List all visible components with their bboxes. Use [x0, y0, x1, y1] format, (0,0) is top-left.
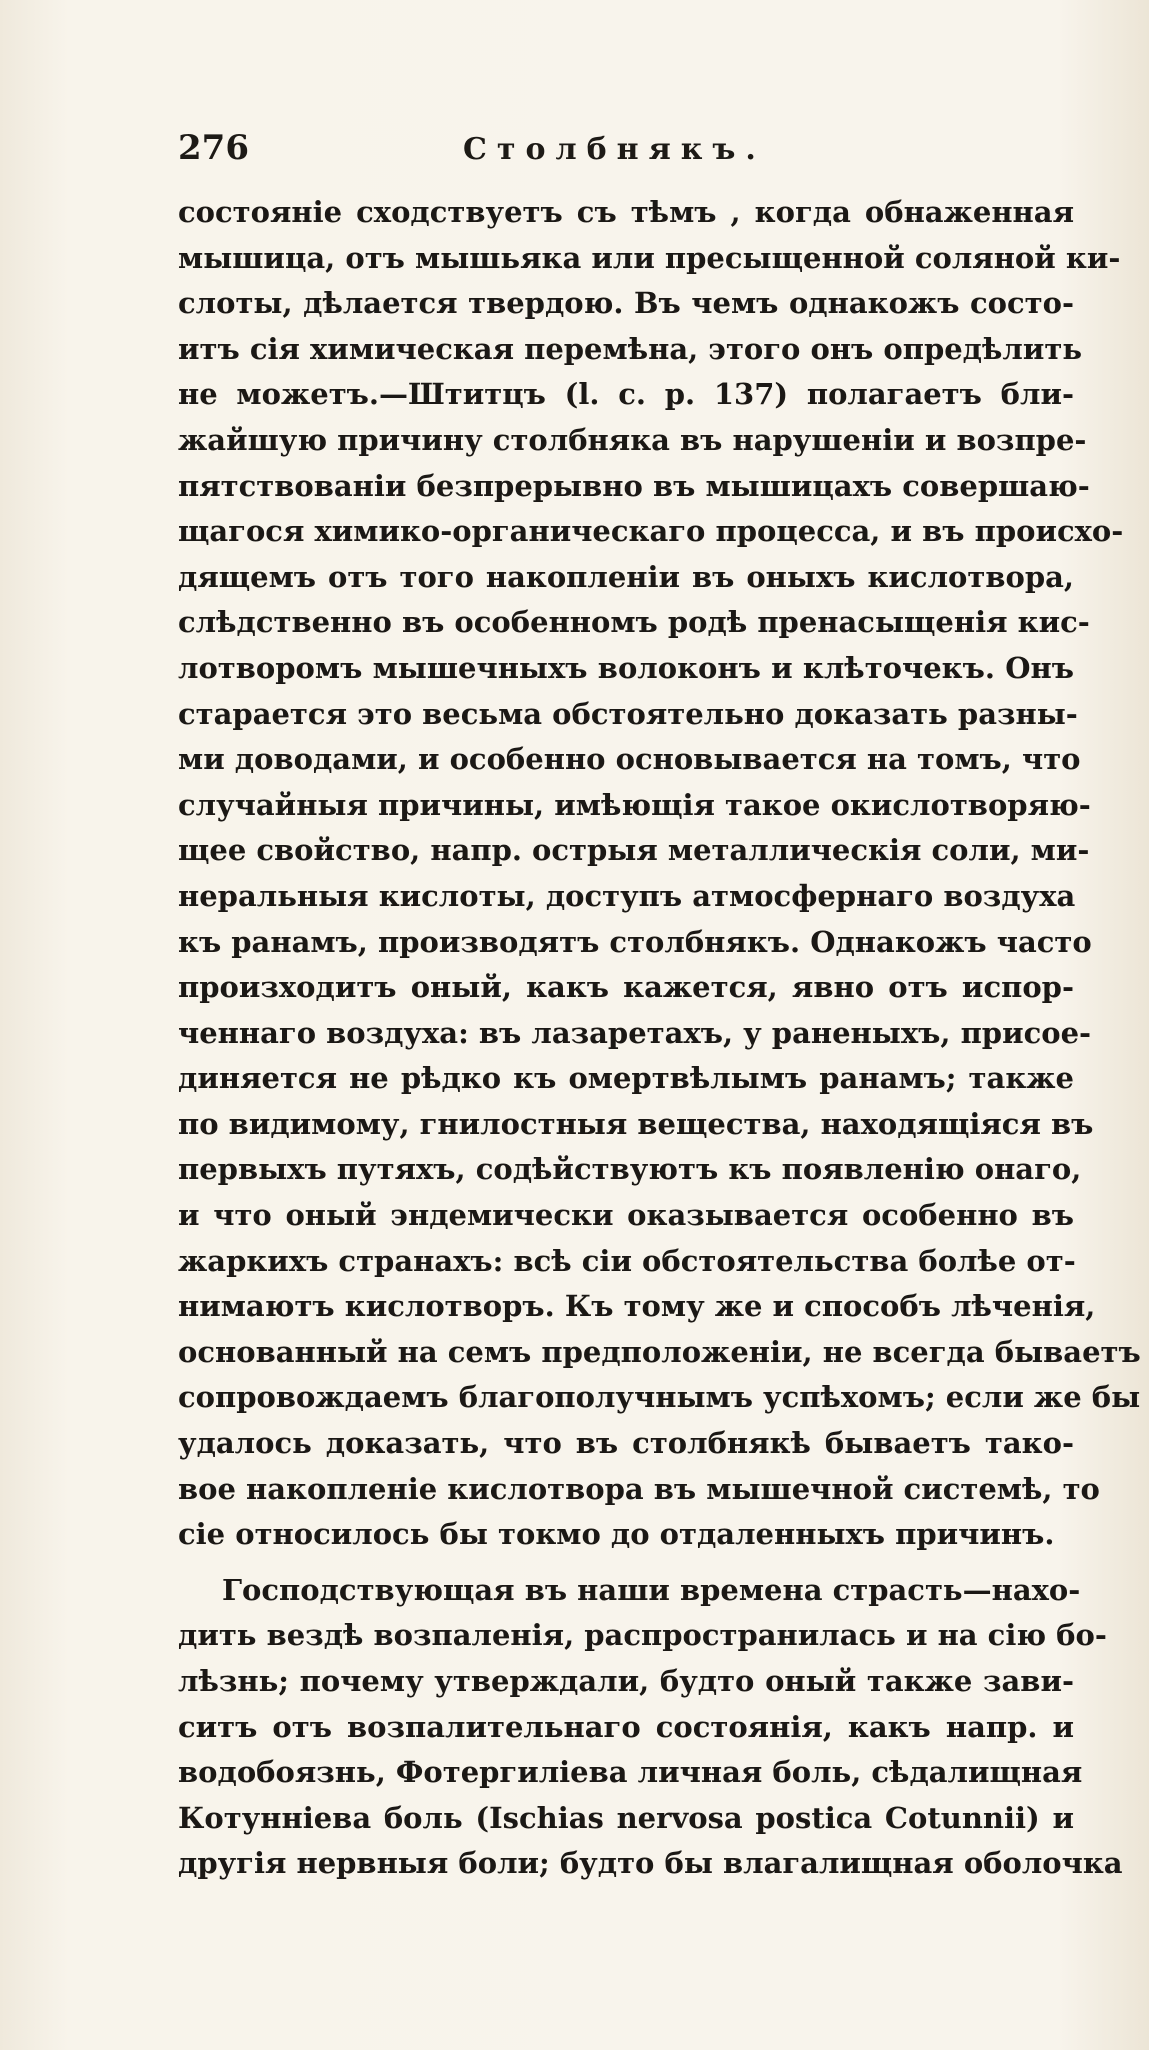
text-line: другія нервныя боли; будто бы влагалищная оболочка — [178, 1846, 1123, 1881]
text-line: случайныя причины, имѣющія такое окислотворяю- — [178, 787, 1091, 822]
text-line: старается это весьма обстоятельно доказать разны- — [178, 696, 1078, 731]
text-line: вое накопленіе кислотвора въ мышечной системѣ, то — [178, 1471, 1100, 1506]
text-line: лотворомъ мышечныхъ волоконъ и клѣточекъ. Онъ — [178, 650, 1074, 685]
text-line: Господствующая въ наши времена страсть—нахо- — [222, 1572, 1081, 1607]
text-line: диняется не рѣдко къ омертвѣлымъ ранамъ; также — [178, 1061, 1074, 1096]
body-text — [178, 190, 1141, 1887]
text-line: дить вездѣ возпаленія, распространилась и на сію бо- — [178, 1618, 1107, 1653]
page-header — [178, 128, 1078, 168]
text-line: щее свойство, напр. острыя металлическія соли, ми- — [178, 833, 1090, 868]
text-line: слоты, дѣлается твердою. Въ чемъ однакожъ состо- — [178, 286, 1074, 321]
text-line: состояніе сходствуетъ съ тѣмъ , когда обнаженная — [178, 195, 1074, 229]
text-line: произходитъ оный, какъ кажется, явно отъ испор- — [178, 970, 1074, 1005]
text-line: удалось доказать, что въ столбнякѣ бываетъ тако- — [178, 1426, 1074, 1461]
text-line: основанный на семъ предположеніи, не всегда бываетъ — [178, 1334, 1141, 1369]
running-title: Столбнякъ. — [463, 132, 766, 167]
text-line: и что оный эндемически оказывается особенно въ — [178, 1198, 1074, 1233]
text-line: жайшую причину столбняка въ нарушеніи и возпре- — [178, 422, 1087, 457]
text-line: итъ сія химическая перемѣна, этого онъ опредѣлить — [178, 331, 1083, 366]
text-line: лѣзнь; почему утверждали, будто оный также зави- — [178, 1664, 1074, 1698]
text-line: ситъ отъ возпалительнаго состоянія, какъ напр. и — [178, 1709, 1074, 1744]
text-line: сіе относилось бы токмо до отдаленныхъ причинъ. — [178, 1517, 1055, 1552]
text-line: жаркихъ странахъ: всѣ сіи обстоятельства болѣе от- — [178, 1243, 1076, 1278]
text-line: ченнаго воздуха: въ лазаретахъ, у раненыхъ, присое- — [178, 1015, 1092, 1050]
text-line: пятствованіи безпрерывно въ мышицахъ совершаю- — [178, 468, 1090, 503]
text-line: щагося химико-органическаго процесса, и въ происхо- — [178, 514, 1124, 549]
text-line: не можетъ.—Штитцъ (l. c. p. 137) полагаетъ бли- — [178, 377, 1074, 412]
paragraph-1 — [178, 190, 1141, 1558]
text-line: первыхъ путяхъ, содѣйствуютъ къ появленію онаго, — [178, 1152, 1082, 1187]
text-line: Котунніева боль (Ischias nervosa postica Cotunnii) и — [178, 1800, 1074, 1835]
text-line: по видимому, гнилостныя вещества, находящіяся въ — [178, 1106, 1094, 1141]
text-line: сопровождаемъ благополучнымъ успѣхомъ; если же бы — [178, 1380, 1141, 1415]
page-number: 276 — [178, 128, 249, 168]
text-line: дящемъ отъ того накопленіи въ оныхъ кислотвора, — [178, 559, 1074, 594]
text-line: ми доводами, и особенно основывается на томъ, что — [178, 742, 1081, 777]
text-line: неральныя кислоты, доступъ атмосфернаго воздуха — [178, 878, 1076, 913]
paragraph-2 — [178, 1568, 1123, 1887]
text-line: къ ранамъ, производятъ столбнякъ. Однакожъ часто — [178, 924, 1092, 959]
text-line: мышица, отъ мышьяка или пресыщенной соляной ки- — [178, 240, 1121, 275]
text-line: нимаютъ кислотворъ. Къ тому же и способъ лѣченія, — [178, 1289, 1096, 1324]
text-line: слѣдственно въ особенномъ родѣ пренасыщенія кис- — [178, 605, 1090, 640]
text-line: водобоязнь, Фотергиліева личная боль, сѣдалищная — [178, 1755, 1083, 1790]
